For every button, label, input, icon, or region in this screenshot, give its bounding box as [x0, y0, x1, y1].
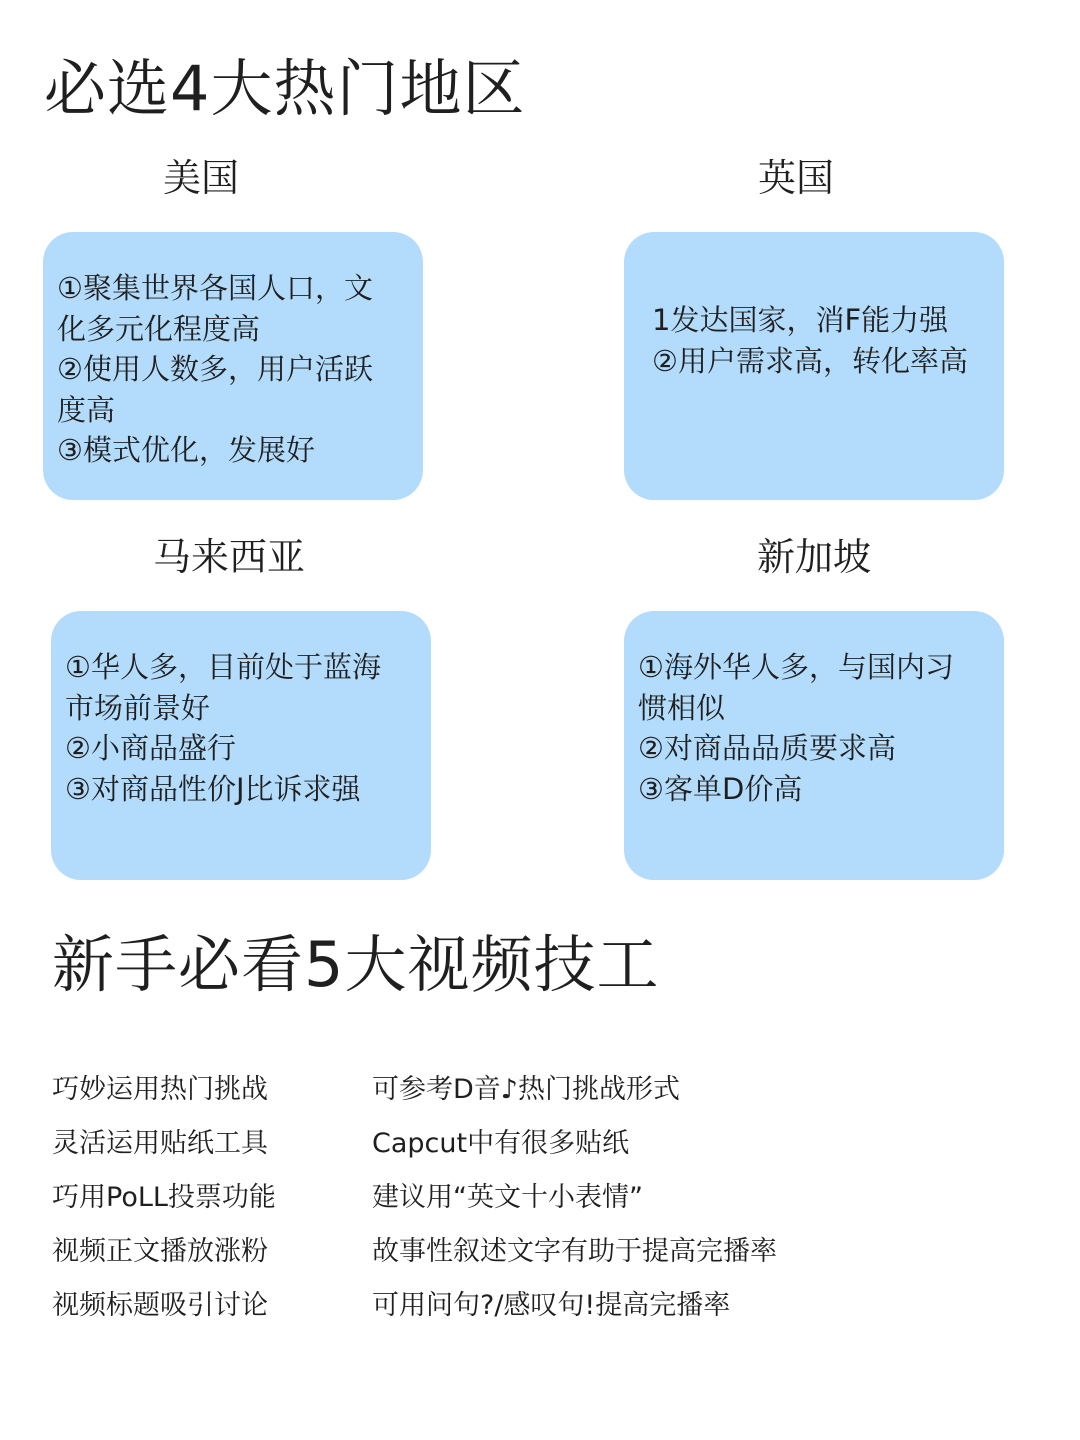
card-line: ②小商品盛行: [65, 731, 236, 765]
card-line: ③客单D价高: [638, 771, 803, 806]
section-title-video-tips: 新手必看5大视频技工: [52, 928, 660, 1001]
card-line: 1发达国家，消F能力强: [652, 303, 949, 337]
card-line: ①华人多，目前处于蓝海: [65, 650, 381, 684]
region-card-singapore-body: [638, 647, 994, 809]
region-name-malaysia: 马来西亚: [153, 535, 306, 579]
tip-desc: 可用问句?/感叹句!提高完播率: [372, 1290, 731, 1321]
card-line: ②使用人数多，用户活跃: [57, 352, 373, 386]
section-title-regions: 必选4大热门地区: [44, 52, 526, 125]
card-line: 惯相似: [638, 690, 726, 725]
region-name-singapore: 新加坡: [757, 535, 872, 579]
card-line: 化多元化程度高: [57, 311, 261, 346]
video-tips-list: [52, 1066, 1052, 1336]
tip-row: [52, 1228, 1052, 1282]
card-line: ②对商品品质要求高: [638, 731, 896, 765]
tip-title: 灵活运用贴纸工具: [52, 1128, 268, 1159]
card-line: 度高: [57, 392, 116, 427]
region-card-malaysia: [51, 611, 431, 880]
tip-row: [52, 1066, 1052, 1120]
card-line: ②用户需求高，转化率高: [652, 343, 968, 378]
tip-desc: 建议用“英文十小表情”: [372, 1182, 643, 1213]
region-card-singapore: [624, 611, 1004, 880]
tip-desc: 可参考D音♪热门挑战形式: [372, 1074, 681, 1105]
tip-row: [52, 1282, 1052, 1336]
region-name-usa: 美国: [163, 156, 240, 200]
card-line: ①聚集世界各国人口，文: [57, 271, 373, 305]
region-card-uk-body: [652, 300, 994, 381]
tip-title: 视频标题吸引讨论: [52, 1290, 268, 1321]
tip-row: [52, 1174, 1052, 1228]
region-name-uk: 英国: [758, 156, 835, 200]
card-line: ①海外华人多，与国内习: [638, 650, 954, 684]
tip-title: 视频正文播放涨粉: [52, 1236, 268, 1267]
tip-row: [52, 1120, 1052, 1174]
region-card-malaysia-body: [65, 647, 421, 809]
tip-desc: 故事性叙述文字有助于提高完播率: [372, 1236, 777, 1267]
tip-desc: Capcut中有很多贴纸: [372, 1128, 630, 1159]
card-line: ③对商品性价J比诉求强: [65, 771, 361, 806]
region-card-usa: [43, 232, 423, 500]
tip-title: 巧妙运用热门挑战: [52, 1074, 268, 1105]
card-line: ③模式优化，发展好: [57, 433, 315, 467]
card-line: 市场前景好: [65, 690, 211, 725]
region-card-usa-body: [57, 268, 413, 471]
tip-title: 巧用PoLL投票功能: [52, 1182, 276, 1213]
region-card-uk: [624, 232, 1004, 500]
